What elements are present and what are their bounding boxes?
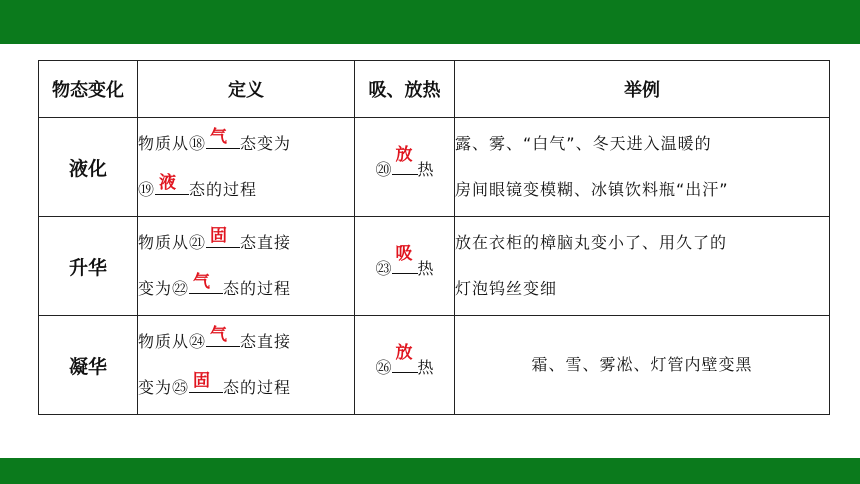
blank-number: ⑱ — [189, 134, 207, 153]
definition-text: 态变为 — [240, 134, 292, 153]
answer-text: 放 — [395, 145, 413, 165]
example-cell — [455, 217, 830, 316]
definition-text: 变为 — [138, 378, 173, 397]
blank-number: ㉑ — [189, 233, 207, 252]
answer-blank — [206, 227, 240, 248]
example-line: 霜、雪、雾凇、灯管内壁变黑 — [531, 355, 753, 374]
definition-line — [138, 365, 354, 411]
answer-blank — [392, 244, 418, 274]
heat-cell — [355, 316, 455, 415]
example-line: 房间眼镜变模糊、冰镇饮料瓶“出汗” — [455, 180, 729, 199]
header-state-change: 物态变化 — [39, 61, 138, 118]
blank-number: ㉓ — [375, 259, 392, 278]
answer-text: 吸 — [395, 244, 413, 264]
table-row — [39, 316, 830, 415]
example-cell — [455, 118, 830, 217]
header-row — [39, 61, 830, 118]
answer-blank — [189, 372, 223, 393]
definition-text: 态的过程 — [223, 279, 292, 298]
definition-line — [138, 220, 354, 266]
heat-cell — [355, 217, 455, 316]
answer-text: 固 — [193, 371, 211, 391]
row-name: 液化 — [39, 118, 138, 217]
bottom-banner — [0, 458, 860, 484]
header-heat: 吸、放热 — [355, 61, 455, 118]
blank-number: ㉕ — [172, 378, 190, 397]
row-name: 凝华 — [39, 316, 138, 415]
table-row — [39, 118, 830, 217]
answer-blank — [206, 128, 240, 149]
answer-blank — [392, 145, 418, 175]
blank-number: ㉖ — [375, 358, 392, 377]
blank-number: ㉒ — [172, 279, 190, 298]
blank-number: ㉔ — [189, 332, 207, 351]
example-line: 露、雾、“白气”、冬天进入温暖的 — [455, 134, 712, 153]
answer-text: 放 — [395, 343, 413, 363]
definition-text: 物质从 — [138, 332, 190, 351]
definition-text: 变为 — [138, 279, 173, 298]
answer-blank — [206, 326, 240, 347]
definition-cell — [138, 217, 355, 316]
answer-text: 液 — [159, 173, 177, 193]
answer-blank — [155, 174, 189, 195]
blank-number: ⑲ — [138, 180, 156, 199]
answer-text: 气 — [210, 127, 228, 147]
heat-text: 热 — [417, 259, 434, 278]
answer-blank — [189, 273, 223, 294]
header-example: 举例 — [455, 61, 830, 118]
heat-cell — [355, 118, 455, 217]
top-banner — [0, 0, 860, 44]
definition-line — [138, 319, 354, 365]
answer-text: 固 — [210, 226, 228, 246]
example-line: 放在衣柜的樟脑丸变小了、用久了的 — [455, 233, 728, 252]
definition-cell — [138, 118, 355, 217]
definition-text: 态直接 — [240, 332, 292, 351]
header-definition: 定义 — [138, 61, 355, 118]
answer-text: 气 — [210, 325, 228, 345]
table-row — [39, 217, 830, 316]
definition-text: 物质从 — [138, 233, 190, 252]
blank-number: ⑳ — [375, 160, 392, 179]
example-cell — [455, 316, 830, 415]
state-change-table — [38, 60, 830, 415]
definition-text: 物质从 — [138, 134, 190, 153]
definition-text: 态直接 — [240, 233, 292, 252]
answer-blank — [392, 343, 418, 373]
definition-line — [138, 266, 354, 312]
example-line: 灯泡钨丝变细 — [455, 279, 558, 298]
answer-text: 气 — [193, 272, 211, 292]
definition-text: 态的过程 — [189, 180, 258, 199]
definition-text: 态的过程 — [223, 378, 292, 397]
row-name: 升华 — [39, 217, 138, 316]
definition-line — [138, 167, 354, 213]
heat-text: 热 — [417, 160, 434, 179]
heat-text: 热 — [417, 358, 434, 377]
definition-cell — [138, 316, 355, 415]
